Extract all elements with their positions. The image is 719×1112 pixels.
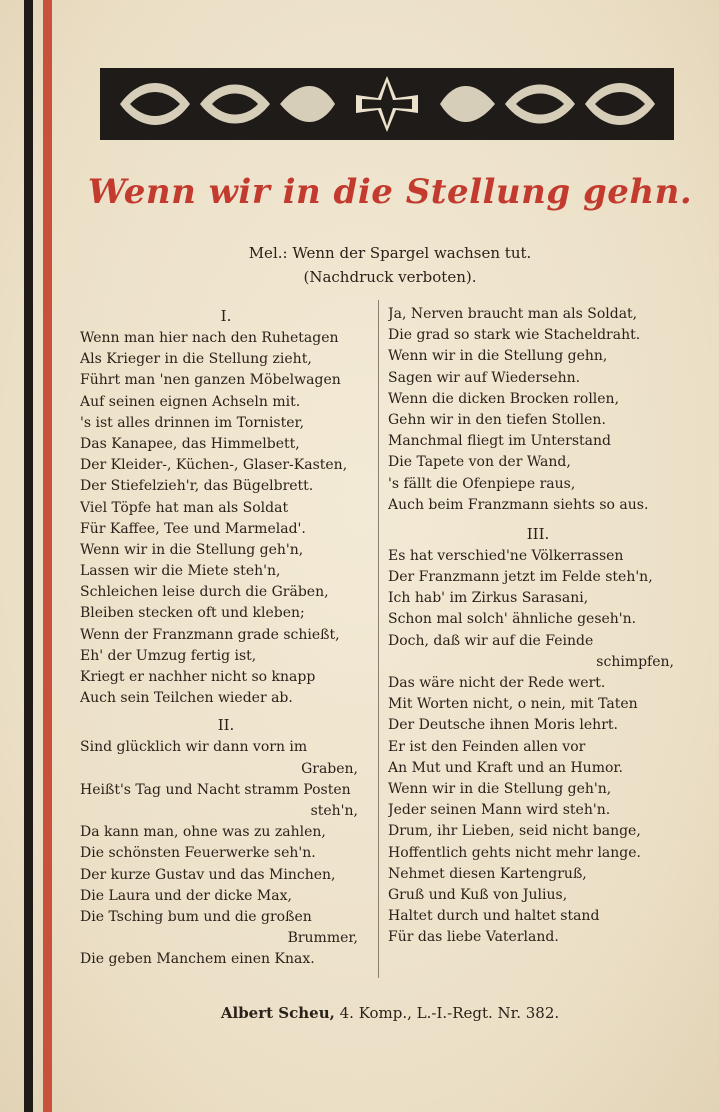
stanza-number: III.: [526, 524, 550, 543]
verse-line: schimpfen,: [596, 653, 674, 670]
verse-line: Wenn wir in die Stellung gehn,: [388, 348, 608, 365]
left-column: [80, 304, 372, 970]
verse-line: Lassen wir die Miete steh'n,: [80, 563, 281, 580]
verse-line: Viel Töpfe hat man als Soldat: [80, 499, 289, 516]
verse-line: Brummer,: [287, 930, 358, 947]
verse-line: Wenn der Franzmann grade schießt,: [80, 626, 340, 643]
verse-line: Nehmet diesen Kartengruß,: [388, 865, 587, 882]
verse-line: Wenn die dicken Brocken rollen,: [388, 390, 620, 407]
verse-line: Wenn wir in die Stellung geh'n,: [80, 541, 304, 558]
verse-line: Ich hab' im Zirkus Sarasani,: [388, 590, 589, 607]
verse-line: Für das liebe Vaterland.: [388, 929, 559, 946]
stanza-1: [80, 328, 372, 709]
verse-line: Der Stiefelzieh'r, das Bügelbrett.: [80, 478, 314, 495]
verse-line: Gehn wir in den tiefen Stollen.: [388, 411, 606, 428]
verse-line: Da kann man, ohne was zu zahlen,: [80, 824, 326, 841]
verse-line: Heißt's Tag und Nacht stramm Posten: [80, 781, 351, 798]
verse-line: Schon mal solch' ähnliche geseh'n.: [388, 611, 637, 628]
verse-line: Auch beim Franzmann siehts so aus.: [388, 496, 649, 513]
author-unit: 4. Komp., L.-I.-Regt. Nr. 382.: [339, 1004, 560, 1022]
verse-line: An Mut und Kraft und an Humor.: [388, 759, 623, 776]
verse-line: Der Deutsche ihnen Moris lehrt.: [388, 717, 618, 734]
verse-line: Führt man 'nen ganzen Möbelwagen: [80, 372, 341, 389]
verse-line: Ja, Nerven braucht man als Soldat,: [388, 306, 638, 322]
verse-line: Gruß und Kuß von Julius,: [388, 886, 568, 903]
verse-line: Doch, daß wir auf die Feinde: [388, 632, 594, 649]
verse-line: Als Krieger in die Stellung zieht,: [80, 351, 312, 368]
verse-line: Sind glücklich wir dann vorn im: [80, 739, 308, 756]
verse-line: Drum, ihr Lieben, seid nicht bange,: [388, 823, 641, 840]
verse-line: Manchmal fliegt im Unterstand: [388, 433, 612, 450]
red-flag-stripe: [43, 0, 52, 1112]
verse-line: Sagen wir auf Wiedersehn.: [388, 369, 581, 386]
verse-line: Schleichen leise durch die Gräben,: [80, 584, 329, 601]
oak-leaf-ornament: [100, 68, 674, 140]
verse-line: Das Kanapee, das Himmelbett,: [80, 435, 300, 452]
copyright-notice: (Nachdruck verboten).: [303, 268, 477, 286]
verse-line: Die grad so stark wie Stacheldraht.: [388, 327, 641, 344]
verse-line: Die Tapete von der Wand,: [388, 454, 571, 471]
stanza-number: II.: [217, 716, 235, 735]
verse-line: Auf seinen eignen Achseln mit.: [80, 393, 301, 410]
verse-line: Auch sein Teilchen wieder ab.: [80, 690, 293, 707]
verse-line: Jeder seinen Mann wird steh'n.: [388, 802, 611, 819]
verse-line: Die Tsching bum und die großen: [80, 908, 312, 925]
verse-line: steh'n,: [310, 802, 358, 819]
verse-line: 's fällt die Ofenpiepe raus,: [388, 475, 576, 492]
verse-line: Graben,: [301, 760, 358, 777]
verse-line: Für Kaffee, Tee und Marmelad'.: [80, 520, 306, 537]
verse-line: Die schönsten Feuerwerke seh'n.: [80, 845, 316, 862]
verse-line: Mit Worten nicht, o nein, mit Taten: [388, 696, 638, 713]
verse-line: Die Laura und der dicke Max,: [80, 887, 292, 904]
verse-line: Es hat verschied'ne Völkerrassen: [388, 547, 624, 564]
verse-line: Hoffentlich gehts nicht mehr lange.: [388, 844, 641, 861]
verse-line: Haltet durch und haltet stand: [388, 908, 600, 925]
verse-line: Wenn man hier nach den Ruhetagen: [80, 330, 339, 346]
author-signature: [60, 1004, 719, 1022]
column-divider: [378, 300, 379, 978]
stanza-2: [80, 737, 372, 970]
verse-line: Der kurze Gustav und das Minchen,: [80, 866, 336, 883]
verse-line: Bleiben stecken oft und kleben;: [80, 605, 305, 622]
author-name: Albert Scheu,: [220, 1004, 335, 1022]
right-column: [388, 304, 688, 948]
black-flag-stripe: [24, 0, 33, 1112]
melody-note: [60, 241, 719, 289]
stanza-number: I.: [220, 307, 232, 325]
verse-line: Eh' der Umzug fertig ist,: [80, 647, 257, 664]
verse-line: Kriegt er nachher nicht so knapp: [80, 669, 316, 685]
verse-line: Wenn wir in die Stellung geh'n,: [388, 780, 612, 797]
verse-line: Der Franzmann jetzt im Felde steh'n,: [388, 569, 653, 586]
stanza-2-continued: [388, 304, 688, 516]
verse-line: Der Kleider-, Küchen-, Glaser-Kasten,: [80, 457, 348, 474]
stanza-3: [388, 546, 688, 949]
song-title: Wenn wir in die Stellung gehn.: [87, 172, 693, 212]
verse-line: Er ist den Feinden allen vor: [388, 738, 586, 755]
verse-line: Das wäre nicht der Rede wert.: [388, 675, 606, 691]
melody-line: Mel.: Wenn der Spargel wachsen tut.: [248, 244, 532, 262]
verse-line: 's ist alles drinnen im Tornister,: [80, 414, 305, 431]
verse-line: Die geben Manchem einen Knax.: [80, 951, 315, 968]
